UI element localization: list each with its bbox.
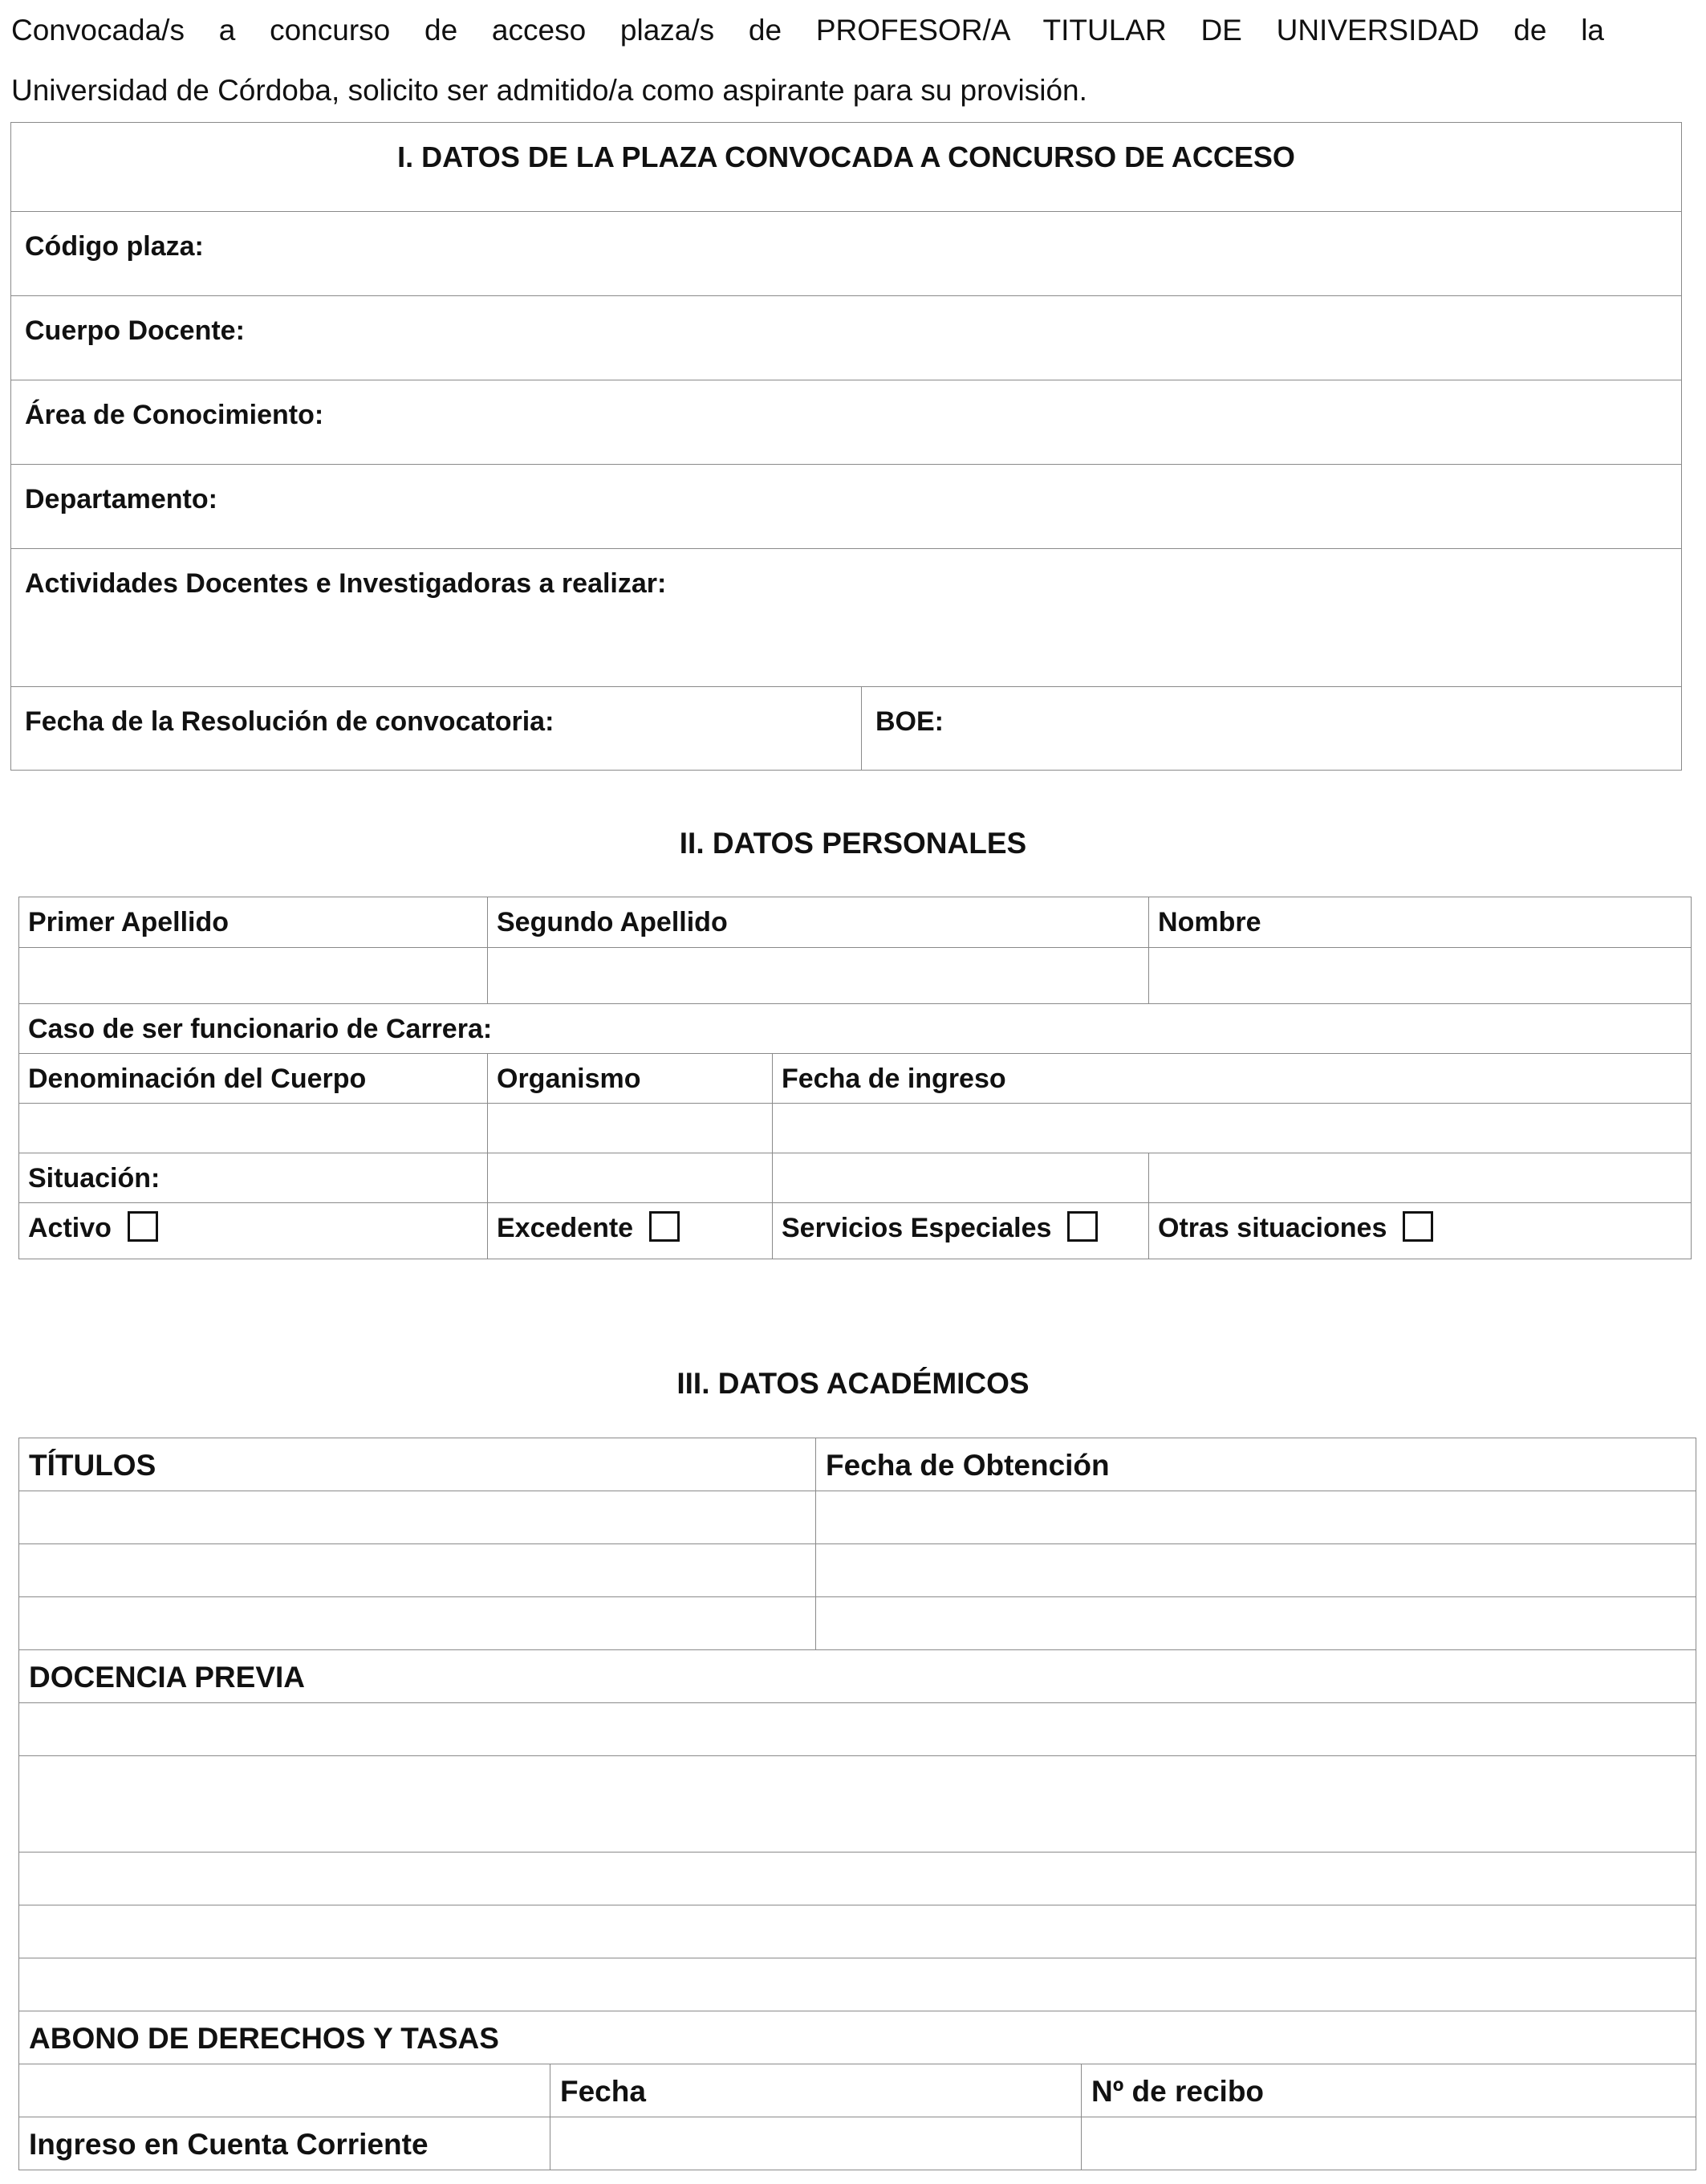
docencia-input[interactable] (19, 1703, 1696, 1756)
situacion-cell (488, 1153, 773, 1203)
intro-line-2: Universidad de Córdoba, solicito ser admitido/a como aspirante para su provisión. (11, 74, 1087, 107)
fecha-resolucion-field[interactable]: Fecha de la Resolución de convocatoria: (11, 687, 862, 771)
docencia-input[interactable] (19, 1958, 1696, 2011)
primer-apellido-label: Primer Apellido (19, 897, 488, 948)
codigo-plaza-field[interactable]: Código plaza: (11, 212, 1682, 296)
section1-title: I. DATOS DE LA PLAZA CONVOCADA A CONCURSO DE ACCESO (11, 123, 1682, 212)
plaza-table (10, 122, 1682, 771)
datos-personales-table (18, 897, 1692, 1259)
fecha-obtencion-input[interactable] (816, 1491, 1696, 1544)
section3-title: III. DATOS ACADÉMICOS (676, 1367, 1030, 1400)
abono-label: ABONO DE DERECHOS Y TASAS (19, 2011, 1696, 2064)
otras-option (1149, 1203, 1692, 1259)
intro-paragraph (11, 0, 1616, 120)
section2-title: II. DATOS PERSONALES (679, 827, 1027, 860)
organismo-input[interactable] (488, 1104, 773, 1153)
fecha-obtencion-input[interactable] (816, 1544, 1696, 1597)
titulos-label: TÍTULOS (19, 1438, 816, 1491)
servicios-option (773, 1203, 1149, 1259)
recibo-label: Nº de recibo (1082, 2064, 1696, 2117)
docencia-input[interactable] (19, 1905, 1696, 1958)
docencia-label: DOCENCIA PREVIA (19, 1650, 1696, 1703)
docencia-input[interactable] (19, 1853, 1696, 1905)
excedente-checkbox[interactable] (649, 1211, 680, 1242)
otras-label: Otras situaciones (1158, 1213, 1387, 1243)
funcionario-label: Caso de ser funcionario de Carrera: (19, 1004, 1692, 1054)
titulo-input[interactable] (19, 1597, 816, 1650)
abono-corner-cell (19, 2064, 550, 2117)
situacion-cell (773, 1153, 1149, 1203)
organismo-label: Organismo (488, 1054, 773, 1104)
boe-field[interactable]: BOE: (862, 687, 1682, 771)
fecha-ingreso-label: Fecha de ingreso (773, 1054, 1692, 1104)
area-conocimiento-field[interactable]: Área de Conocimiento: (11, 380, 1682, 465)
datos-academicos-table (18, 1438, 1696, 2170)
situacion-label: Situación: (19, 1153, 488, 1203)
ingreso-label: Ingreso en Cuenta Corriente (19, 2117, 550, 2170)
nombre-label: Nombre (1149, 897, 1692, 948)
denominacion-input[interactable] (19, 1104, 488, 1153)
excedente-label: Excedente (497, 1213, 634, 1243)
otras-checkbox[interactable] (1403, 1211, 1433, 1242)
ingreso-fecha-input[interactable] (550, 2117, 1082, 2170)
fecha-ingreso-input[interactable] (773, 1104, 1692, 1153)
activo-checkbox[interactable] (128, 1211, 158, 1242)
fecha-label: Fecha (550, 2064, 1082, 2117)
titulo-input[interactable] (19, 1544, 816, 1597)
denominacion-label: Denominación del Cuerpo (19, 1054, 488, 1104)
excedente-option (488, 1203, 773, 1259)
titulo-input[interactable] (19, 1491, 816, 1544)
segundo-apellido-label: Segundo Apellido (488, 897, 1149, 948)
primer-apellido-input[interactable] (19, 948, 488, 1004)
servicios-label: Servicios Especiales (782, 1213, 1052, 1243)
actividades-field[interactable]: Actividades Docentes e Investigadoras a realizar: (11, 549, 1682, 687)
docencia-input[interactable] (19, 1756, 1696, 1853)
nombre-input[interactable] (1149, 948, 1692, 1004)
intro-line-1: Convocada/s a concurso de acceso plaza/s de PROFESOR/A TITULAR DE UNIVERSIDAD de la (11, 14, 1604, 47)
cuerpo-docente-field[interactable]: Cuerpo Docente: (11, 296, 1682, 380)
ingreso-recibo-input[interactable] (1082, 2117, 1696, 2170)
activo-option (19, 1203, 488, 1259)
activo-label: Activo (28, 1213, 112, 1243)
fecha-obtencion-label: Fecha de Obtención (816, 1438, 1696, 1491)
fecha-obtencion-input[interactable] (816, 1597, 1696, 1650)
segundo-apellido-input[interactable] (488, 948, 1149, 1004)
departamento-field[interactable]: Departamento: (11, 465, 1682, 549)
servicios-checkbox[interactable] (1067, 1211, 1098, 1242)
situacion-cell (1149, 1153, 1692, 1203)
